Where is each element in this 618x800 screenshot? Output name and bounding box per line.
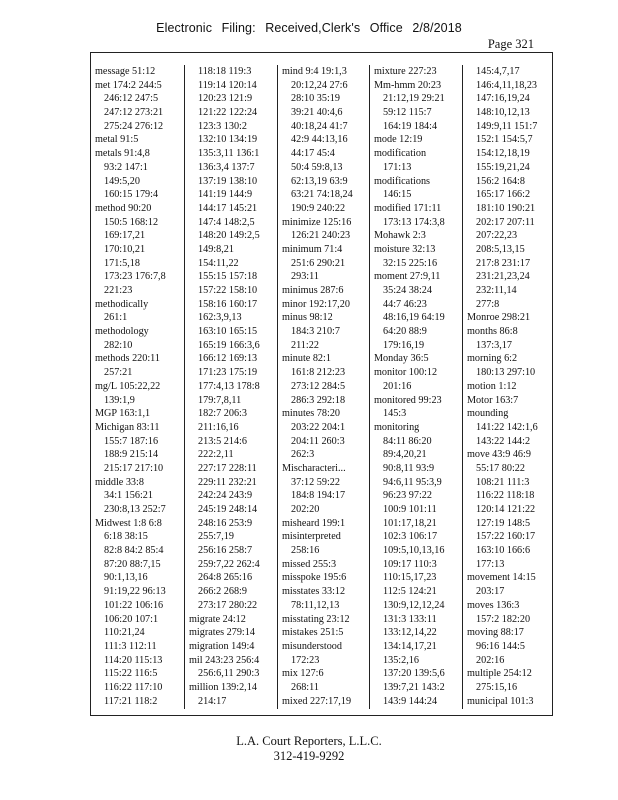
index-entry: moves 136:3 — [467, 599, 520, 611]
index-page-refs: 28:10 35:19 — [291, 93, 340, 105]
index-entry: minute 82:1 — [282, 353, 331, 365]
index-page-refs: 34:1 156:21 — [104, 490, 153, 502]
index-entry: Midwest 1:8 6:8 — [95, 517, 162, 529]
index-entry: mixed 227:17,19 — [282, 695, 352, 707]
index-page-refs: 132:10 134:19 — [198, 134, 258, 146]
index-page-refs: 179:16,19 — [383, 339, 425, 351]
index-page-refs: 277:8 — [476, 298, 500, 310]
index-page-refs: 145:4,7,17 — [476, 66, 520, 77]
index-page-refs: 229:11 232:21 — [198, 476, 257, 488]
index-page-refs: 112:5 124:21 — [383, 586, 437, 598]
footer — [0, 734, 618, 764]
index-page-refs: 207:22,23 — [476, 230, 518, 242]
index-entry: move 43:9 46:9 — [467, 449, 531, 461]
index-entry: mix 127:6 — [282, 668, 324, 680]
index-entry: mixture 227:23 — [374, 66, 437, 77]
index-page-refs: 157:22 160:17 — [476, 531, 536, 543]
index-page-refs: 20:12,24 27:6 — [291, 79, 348, 91]
index-page-refs: 116:22 118:18 — [476, 490, 535, 502]
index-page-refs: 141:19 144:9 — [198, 189, 253, 201]
index-page-refs: 164:19 184:4 — [383, 120, 438, 132]
index-page-refs: 148:20 149:2,5 — [198, 230, 260, 242]
index-page-refs: 190:9 240:22 — [291, 202, 346, 214]
index-page-refs: 62:13,19 63:9 — [291, 175, 348, 187]
index-page-refs: 201:16 — [383, 380, 412, 392]
index-entry: mind 9:4 19:1,3 — [282, 66, 347, 77]
index-page-refs: 127:19 148:5 — [476, 517, 531, 529]
index-page-refs: 257:21 — [104, 367, 133, 379]
index-page-refs: 268:11 — [291, 681, 319, 693]
index-page-refs: 184:8 194:17 — [291, 490, 346, 502]
index-page-refs: 149:9,11 151:7 — [476, 120, 538, 132]
index-entry: methodology — [95, 326, 149, 338]
index-entry: minimum 71:4 — [282, 243, 343, 255]
index-entry: mg/L 105:22,22 — [95, 380, 161, 392]
index-entry: modified 171:11 — [374, 202, 442, 214]
index-page-refs: 264:8 265:16 — [198, 572, 253, 584]
index-page-refs: 42:9 44:13,16 — [291, 134, 348, 146]
index-page-refs: 21:12,19 29:21 — [383, 93, 445, 105]
index-page-refs: 173:23 176:7,8 — [104, 271, 166, 283]
index-page-refs: 131:3 133:11 — [383, 613, 437, 625]
index-page-refs: 114:20 115:13 — [104, 654, 163, 666]
index-page-refs: 96:23 97:22 — [383, 490, 432, 502]
index-page-refs: 137:19 138:10 — [198, 175, 258, 187]
index-page-refs: 155:15 157:18 — [198, 271, 258, 283]
index-page-refs: 177:13 — [476, 558, 505, 570]
index-entry: Mm-hmm 20:23 — [374, 79, 442, 91]
index-page-refs: 37:12 59:22 — [291, 476, 340, 488]
index-entry: moving 88:17 — [467, 627, 524, 639]
index-page-refs: 118:18 119:3 — [198, 66, 252, 77]
index-entry: misstating 23:12 — [282, 613, 350, 625]
index-page-refs: 149:5,20 — [104, 175, 140, 187]
index-page-refs: 89:4,20,21 — [383, 449, 427, 461]
index-page-refs: 50:4 59:8,13 — [291, 161, 343, 173]
index-page-refs: 245:19 248:14 — [198, 504, 258, 515]
index-page-refs: 255:7,19 — [198, 531, 234, 543]
index-page-refs: 63:21 74:18,24 — [291, 189, 353, 201]
index-page-refs: 171:13 — [383, 161, 412, 173]
index-column-2 — [184, 65, 277, 709]
index-entry: months 86:8 — [467, 326, 518, 338]
index-page-refs: 106:20 107:1 — [104, 613, 159, 625]
index-entry: monitor 100:12 — [374, 367, 438, 379]
index-page-refs: 135:3,11 136:1 — [198, 148, 260, 160]
index-entry: minimize 125:16 — [282, 216, 352, 228]
index-page-refs: 150:5 168:12 — [104, 216, 159, 228]
index-page-refs: 158:16 160:17 — [198, 298, 258, 310]
index-column-4 — [369, 65, 462, 709]
index-page-refs: 251:6 290:21 — [291, 257, 346, 269]
index-entry: middle 33:8 — [95, 476, 144, 488]
index-page-refs: 230:8,13 252:7 — [104, 504, 166, 515]
index-entry: migration 149:4 — [189, 640, 255, 652]
index-page-refs: 116:22 117:10 — [104, 681, 163, 693]
index-page-refs: 155:7 187:16 — [104, 435, 159, 447]
index-page-refs: 179:7,8,11 — [198, 394, 242, 406]
index-page-refs: 214:17 — [198, 695, 227, 707]
index-page-refs: 232:11,14 — [476, 285, 517, 296]
index-page-refs: 154:11,22 — [198, 257, 239, 269]
index-page-refs: 247:12 273:21 — [104, 107, 164, 119]
index-entry: missed 255:3 — [282, 558, 337, 570]
index-page-refs: 162:3,9,13 — [198, 312, 242, 324]
index-page-refs: 171:23 175:19 — [198, 367, 258, 379]
index-entry: migrate 24:12 — [189, 613, 246, 625]
index-page-refs: 147:16,19,24 — [476, 93, 530, 105]
index-page-refs: 120:23 121:9 — [198, 93, 253, 105]
index-page-refs: 90:8,11 93:9 — [383, 462, 435, 474]
index-page-refs: 144:17 145:21 — [198, 202, 258, 214]
index-page-refs: 44:7 46:23 — [383, 298, 427, 310]
index-page-refs: 143:9 144:24 — [383, 695, 438, 707]
index-page-refs: 78:11,12,13 — [291, 599, 340, 611]
index-page-refs: 246:12 247:5 — [104, 93, 159, 105]
index-entry: minor 192:17,20 — [282, 298, 350, 310]
index-entry: Mischaracteri... — [282, 462, 346, 474]
index-page-refs: 165:17 166:2 — [476, 189, 531, 201]
index-page-refs: 110:21,24 — [104, 627, 145, 639]
index-page-refs: 111:3 112:11 — [104, 640, 157, 652]
index-entry: mode 12:19 — [374, 134, 423, 146]
index-page-refs: 126:21 240:23 — [291, 230, 351, 242]
index-page-refs: 161:8 212:23 — [291, 367, 346, 379]
index-page-refs: 119:14 120:14 — [198, 79, 257, 91]
index-entry: method 90:20 — [95, 202, 152, 214]
index-page-refs: 163:10 165:15 — [198, 326, 258, 338]
index-page-refs: 211:16,16 — [198, 421, 239, 433]
index-entry: misunderstood — [282, 640, 342, 652]
index-entry: million 139:2,14 — [189, 681, 257, 693]
index-page-refs: 137:20 139:5,6 — [383, 668, 445, 680]
index-page-refs: 147:4 148:2,5 — [198, 216, 255, 228]
index-page-refs: 293:11 — [291, 271, 319, 283]
index-entry: Mohawk 2:3 — [374, 230, 426, 242]
index-page-refs: 157:22 158:10 — [198, 285, 258, 296]
index-entry: moment 27:9,11 — [374, 271, 441, 283]
index-page-refs: 204:11 260:3 — [291, 435, 345, 447]
index-page-refs: 222:2,11 — [198, 449, 234, 461]
index-entry: mistakes 251:5 — [282, 627, 344, 639]
index-page-refs: 108:21 111:3 — [476, 476, 530, 488]
index-page-refs: 262:3 — [291, 449, 315, 461]
index-entry: misspoke 195:6 — [282, 572, 347, 584]
index-page-refs: 286:3 292:18 — [291, 394, 346, 406]
index-page-refs: 256:16 258:7 — [198, 545, 253, 557]
index-column-5 — [462, 65, 553, 709]
index-entry: municipal 101:3 — [467, 695, 534, 707]
index-entry: methodically — [95, 298, 149, 310]
index-page-refs: 94:6,11 95:3,9 — [383, 476, 442, 488]
index-page-refs: 154:12,18,19 — [476, 148, 530, 160]
index-page-refs: 188:9 215:14 — [104, 449, 159, 461]
index-page-refs: 266:2 268:9 — [198, 586, 247, 598]
index-entry: minimus 287:6 — [282, 285, 344, 296]
index-page-refs: 221:23 — [104, 285, 133, 296]
index-page-refs: 242:24 243:9 — [198, 490, 253, 502]
index-page-refs: 202:20 — [291, 504, 320, 515]
index-page-refs: 182:7 206:3 — [198, 408, 247, 420]
index-page-refs: 261:1 — [104, 312, 128, 324]
index-entry: metal 91:5 — [95, 134, 139, 146]
index-page-refs: 102:3 106:17 — [383, 531, 438, 543]
index-page-refs: 160:15 179:4 — [104, 189, 159, 201]
index-page-refs: 134:14,17,21 — [383, 640, 437, 652]
index-page-refs: 177:4,13 178:8 — [198, 380, 260, 392]
index-entry: morning 6:2 — [467, 353, 518, 365]
index-page-refs: 133:12,14,22 — [383, 627, 437, 639]
index-page-refs: 169:17,21 — [104, 230, 146, 242]
index-page-refs: 40:18,24 41:7 — [291, 120, 348, 132]
index-entry: mil 243:23 256:4 — [189, 654, 260, 666]
index-page-refs: 136:3,4 137:7 — [198, 161, 255, 173]
index-page-refs: 64:20 88:9 — [383, 326, 427, 338]
index-page-refs: 101:17,18,21 — [383, 517, 437, 529]
index-page-refs: 180:13 297:10 — [476, 367, 536, 379]
index-page-refs: 156:2 164:8 — [476, 175, 525, 187]
index-page-refs: 202:17 207:11 — [476, 216, 535, 228]
footer-phone: 312-419-9292 — [273, 749, 345, 763]
index-entry: Michigan 83:11 — [95, 421, 160, 433]
index-page-refs: 141:22 142:1,6 — [476, 421, 538, 433]
index-entry: Monroe 298:21 — [467, 312, 531, 324]
index-page-refs: 248:16 253:9 — [198, 517, 253, 529]
index-page-refs: 35:24 38:24 — [383, 285, 432, 296]
index-page-refs: 282:10 — [104, 339, 133, 351]
index-page-refs: 110:15,17,23 — [383, 572, 437, 584]
index-page-refs: 258:16 — [291, 545, 320, 557]
index-entry: movement 14:15 — [467, 572, 536, 584]
index-column-3 — [277, 65, 369, 709]
index-column-1 — [91, 65, 184, 709]
index-page-refs: 231:21,23,24 — [476, 271, 530, 283]
index-page-refs: 117:21 118:2 — [104, 695, 158, 707]
index-page-refs: 170:10,21 — [104, 243, 146, 255]
index-page-refs: 213:5 214:6 — [198, 435, 247, 447]
index-page-refs: 139:7,21 143:2 — [383, 681, 445, 693]
index-page-refs: 149:8,21 — [198, 243, 234, 255]
index-entry: modification — [374, 148, 427, 160]
index-page-refs: 146:15 — [383, 189, 412, 201]
index-page-refs: 90:1,13,16 — [104, 572, 148, 584]
index-page-refs: 203:17 — [476, 586, 505, 598]
index-page-refs: 143:22 144:2 — [476, 435, 531, 447]
index-page-refs: 109:17 110:3 — [383, 558, 437, 570]
index-entry: Motor 163:7 — [467, 394, 519, 406]
index-page-refs: 48:16,19 64:19 — [383, 312, 445, 324]
index-page-refs: 145:3 — [383, 408, 407, 420]
index-entry: migrates 279:14 — [189, 627, 255, 639]
index-page-refs: 202:16 — [476, 654, 505, 666]
index-page-refs: 211:22 — [291, 339, 319, 351]
index-table — [90, 52, 553, 716]
index-page-refs: 135:2,16 — [383, 654, 419, 666]
index-page-refs: 273:12 284:5 — [291, 380, 346, 392]
index-page-refs: 217:8 231:17 — [476, 257, 531, 269]
index-entry: monitoring — [374, 421, 420, 433]
index-page-refs: 166:12 169:13 — [198, 353, 258, 365]
index-page-refs: 273:17 280:22 — [198, 599, 258, 611]
index-page-refs: 203:22 204:1 — [291, 421, 346, 433]
index-page-refs: 146:4,11,18,23 — [476, 79, 538, 91]
index-entry: multiple 254:12 — [467, 668, 532, 680]
index-entry: MGP 163:1,1 — [95, 408, 151, 420]
index-page-refs: 163:10 166:6 — [476, 545, 531, 557]
index-page-refs: 109:5,10,13,16 — [383, 545, 445, 557]
index-page-refs: 157:2 182:20 — [476, 613, 531, 625]
index-page-refs: 39:21 40:4,6 — [291, 107, 343, 119]
index-page-refs: 259:7,22 262:4 — [198, 558, 260, 570]
index-page-refs: 152:1 154:5,7 — [476, 134, 533, 146]
index-page-refs: 115:22 116:5 — [104, 668, 158, 680]
index-page-refs: 6:18 38:15 — [104, 531, 148, 543]
index-page-refs: 227:17 228:11 — [198, 462, 257, 474]
index-page-refs: 173:13 174:3,8 — [383, 216, 445, 228]
page-number: Page 321 — [487, 37, 534, 51]
index-page-refs: 275:24 276:12 — [104, 120, 164, 132]
index-page-refs: 87:20 88:7,15 — [104, 558, 161, 570]
index-page-refs: 139:1,9 — [104, 394, 135, 406]
index-entry: motion 1:12 — [467, 380, 517, 392]
index-page-refs: 165:19 166:3,6 — [198, 339, 260, 351]
index-page-refs: 171:5,18 — [104, 257, 140, 269]
index-page-refs: 59:12 115:7 — [383, 107, 432, 119]
index-entry: met 174:2 244:5 — [95, 79, 162, 91]
index-entry: message 51:12 — [95, 66, 156, 77]
index-page-refs: 123:3 130:2 — [198, 120, 247, 132]
index-page-refs: 184:3 210:7 — [291, 326, 340, 338]
index-page-refs: 55:17 80:22 — [476, 462, 525, 474]
index-page-refs: 155:19,21,24 — [476, 161, 530, 173]
index-entry: misinterpreted — [282, 531, 341, 543]
index-entry: minus 98:12 — [282, 312, 333, 324]
index-page-refs: 137:3,17 — [476, 339, 512, 351]
index-entry: mounding — [467, 408, 509, 420]
index-page-refs: 121:22 122:24 — [198, 107, 258, 119]
index-page-refs: 275:15,16 — [476, 681, 518, 693]
index-entry: modifications — [374, 175, 431, 187]
index-entry: metals 91:4,8 — [95, 148, 150, 160]
index-entry: misstates 33:12 — [282, 586, 346, 598]
index-page-refs: 84:11 86:20 — [383, 435, 432, 447]
index-page-refs: 82:8 84:2 85:4 — [104, 545, 164, 557]
index-page-refs: 120:14 121:22 — [476, 504, 536, 515]
index-entry: misheard 199:1 — [282, 517, 346, 529]
index-page-refs: 44:17 45:4 — [291, 148, 335, 160]
index-page-refs: 91:19,22 96:13 — [104, 586, 166, 598]
index-page-refs: 93:2 147:1 — [104, 161, 148, 173]
index-page-refs: 130:9,12,12,24 — [383, 599, 445, 611]
index-entry: monitored 99:23 — [374, 394, 442, 406]
index-page-refs: 256:6,11 290:3 — [198, 668, 260, 680]
index-page-refs: 172:23 — [291, 654, 320, 666]
index-entry: moisture 32:13 — [374, 243, 436, 255]
index-page-refs: 101:22 106:16 — [104, 599, 164, 611]
index-page-refs: 100:9 101:11 — [383, 504, 437, 515]
index-page-refs: 215:17 217:10 — [104, 462, 164, 474]
index-page-refs: 208:5,13,15 — [476, 243, 525, 255]
index-entry: methods 220:11 — [95, 353, 160, 365]
index-entry: Monday 36:5 — [374, 353, 429, 365]
index-page-refs: 32:15 225:16 — [383, 257, 438, 269]
footer-company: L.A. Court Reporters, L.L.C. — [236, 734, 382, 748]
index-entry: minutes 78:20 — [282, 408, 341, 420]
index-page-refs: 148:10,12,13 — [476, 107, 530, 119]
filing-header: Electronic Filing: Received,Clerk's Office 2/8/2018 — [156, 21, 462, 35]
index-page-refs: 181:10 190:21 — [476, 202, 536, 214]
index-page-refs: 96:16 144:5 — [476, 640, 525, 652]
